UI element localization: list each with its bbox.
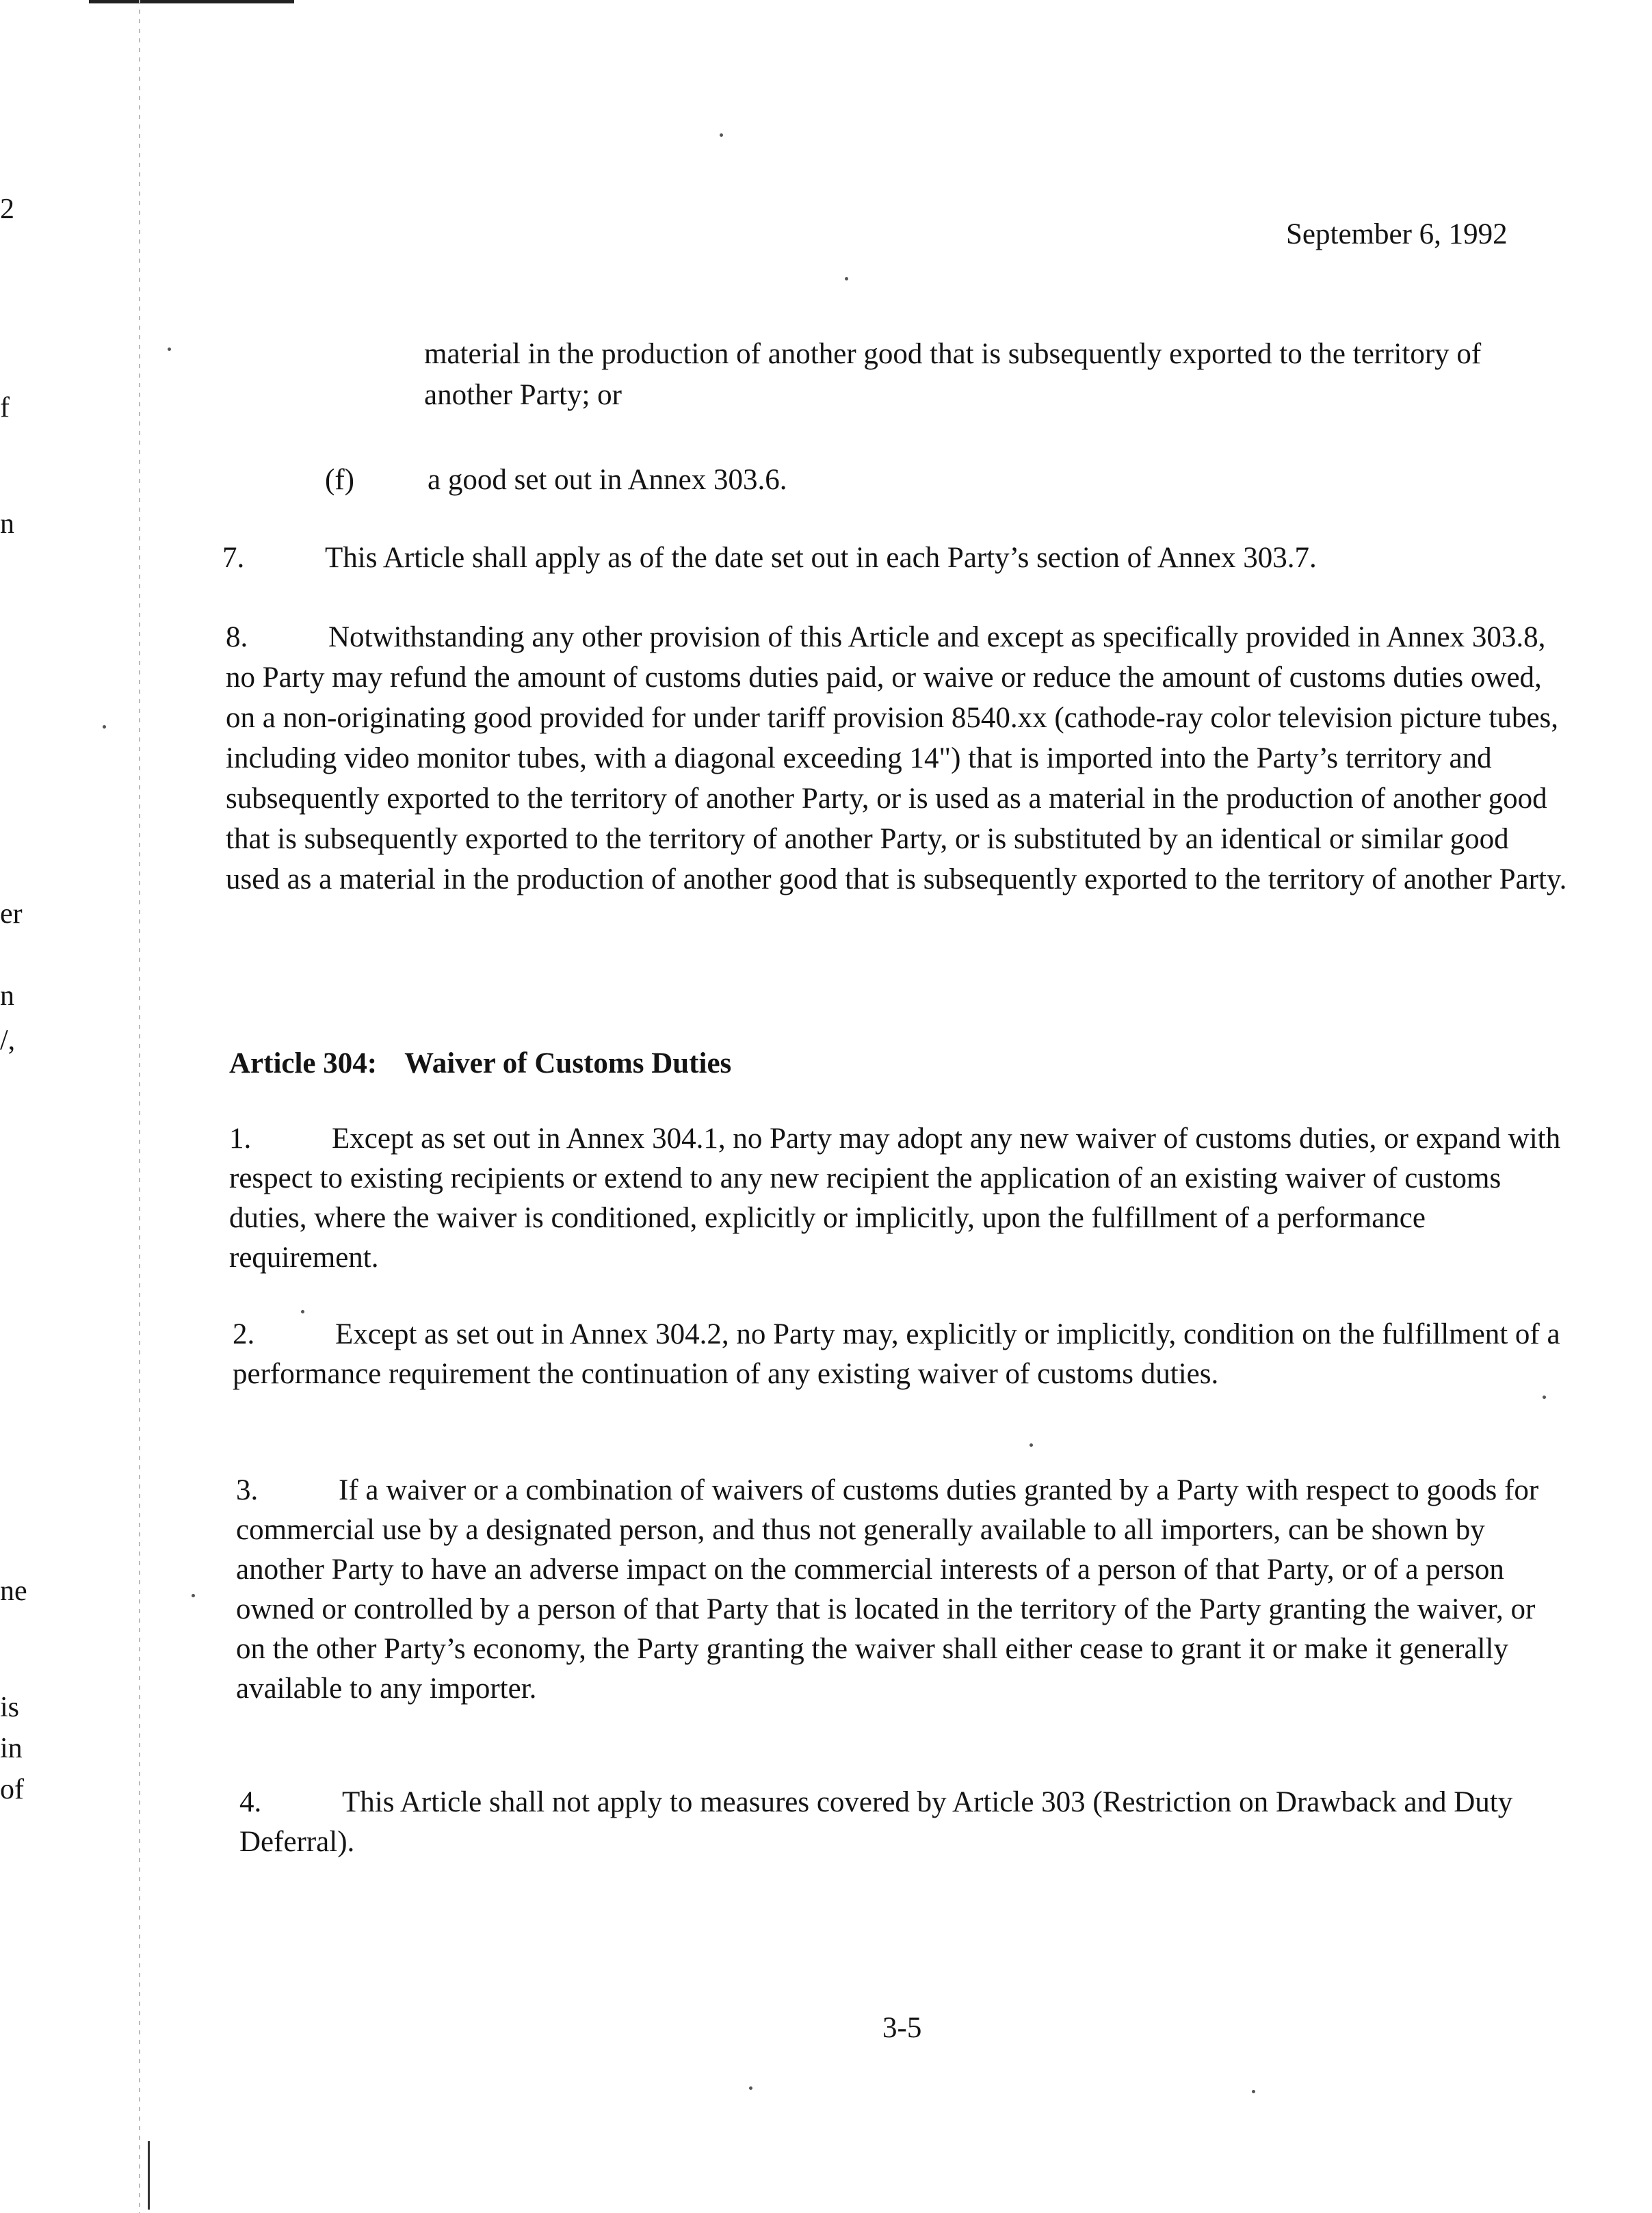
margin-fragment: n: [0, 508, 14, 540]
margin-fragment: 2: [0, 194, 14, 225]
continuation-paragraph: material in the production of another good that is subsequently exported to the territory of another Party; or: [424, 338, 1482, 411]
article-304-paragraph-4-body: [239, 1783, 1539, 1862]
margin-fragment: /,: [0, 1025, 16, 1056]
scan-speck: [301, 1310, 304, 1313]
paragraph-7: [222, 538, 1577, 579]
item-f-label: (f): [325, 464, 354, 496]
margin-fragment: n: [0, 980, 14, 1012]
article-304-paragraph-1: [229, 1119, 1563, 1278]
paragraph-text: This Article shall not apply to measures covered by Article 303 (Restriction on Drawback and Duty Deferral).: [239, 1786, 1513, 1858]
article-304-number: Article 304:: [229, 1047, 378, 1079]
continuation-text: [424, 334, 1546, 416]
paragraph-8: [226, 617, 1570, 900]
page-number: 3-5: [882, 2012, 922, 2044]
item-f-text: a good set out in Annex 303.6.: [428, 464, 787, 496]
item-f: [325, 460, 1488, 501]
paragraph-8-body: [226, 617, 1570, 900]
article-304-heading: [229, 1047, 731, 1080]
paragraph-8-text: Notwithstanding any other provision of this Article and except as specifically provided in Annex 303.8, no Party may refund the amount of customs duties paid, or waive or reduce the amount of customs duties owed, on a non-originating good provided for under tariff provision 8540.xx (cathode-ray color television picture tubes, including video monitor tubes, with a diagonal exceeding 14") that is imported into the Party’s territory and subsequently exported to the territory of another Party, or is used as a material in the production of another good that is subsequently exported to the territory of another Party, or is substituted by an identical or similar good used as a material in the production of another good that is subsequently exported to the territory of another Party.: [226, 621, 1567, 895]
paragraph-7-text: This Article shall apply as of the date set out in each Party’s section of Annex 303.7.: [325, 542, 1317, 574]
scan-speck: [720, 133, 723, 137]
paragraph-number: 2.: [233, 1318, 255, 1350]
scan-speck: [1543, 1396, 1546, 1399]
paragraph-number: 4.: [239, 1786, 262, 1818]
document-date: September 6, 1992: [1286, 218, 1508, 250]
margin-fragment: is: [0, 1692, 20, 1723]
paragraph-number: 1.: [229, 1123, 252, 1155]
scan-speck: [168, 348, 171, 351]
scan-speck: [749, 2086, 752, 2090]
article-304-paragraph-1-body: [229, 1119, 1563, 1278]
margin-fragment: f: [0, 392, 10, 423]
scan-binding-mark: [148, 2141, 150, 2210]
scan-speck: [192, 1594, 195, 1597]
scan-speck: [1030, 1443, 1033, 1447]
margin-fragment: in: [0, 1733, 23, 1764]
article-304-paragraph-3-body: [236, 1471, 1570, 1709]
scan-speck: [1252, 2090, 1255, 2093]
article-304-title: Waiver of Customs Duties: [404, 1047, 732, 1079]
article-304-paragraph-3: [236, 1471, 1570, 1709]
margin-fragment: er: [0, 898, 23, 930]
margin-fragment: of: [0, 1774, 24, 1805]
paragraph-text: Except as set out in Annex 304.2, no Party may, explicitly or implicitly, condition on the fulfillment of a performance requirement the continuation of any existing waiver of customs duties.: [233, 1318, 1560, 1390]
paragraph-number: 3.: [236, 1474, 259, 1506]
article-304-paragraph-4: [239, 1783, 1539, 1862]
paragraph-7-number: 7.: [222, 542, 245, 574]
scan-speck: [845, 277, 848, 280]
paragraph-text: If a waiver or a combination of waivers of customs duties granted by a Party with respect to goods for commercial use by a designated person, and thus not generally available to all importers, can be shown by another Party to have an adverse impact on the commercial interests of a person of that Party, or of a person owned or controlled by a person of that Party that is located in the territory of the Party granting the waiver, or on the other Party’s economy, the Party granting the waiver shall either cease to grant it or make it generally available to any importer.: [236, 1474, 1539, 1705]
scan-top-rule: [89, 0, 294, 3]
article-304-paragraph-2: [233, 1315, 1566, 1394]
scan-binding-line: [139, 0, 140, 2213]
paragraph-8-number: 8.: [226, 621, 248, 653]
paragraph-text: Except as set out in Annex 304.1, no Party may adopt any new waiver of customs duties, or expand with respect to existing recipients or extend to any new recipient the application of an existing waiver of customs duties, where the waiver is conditioned, explicitly or implicitly, upon the fulfillment of a performance requirement.: [229, 1123, 1561, 1274]
scan-speck: [103, 725, 106, 729]
margin-fragment: ne: [0, 1575, 27, 1607]
article-304-paragraph-2-body: [233, 1315, 1566, 1394]
